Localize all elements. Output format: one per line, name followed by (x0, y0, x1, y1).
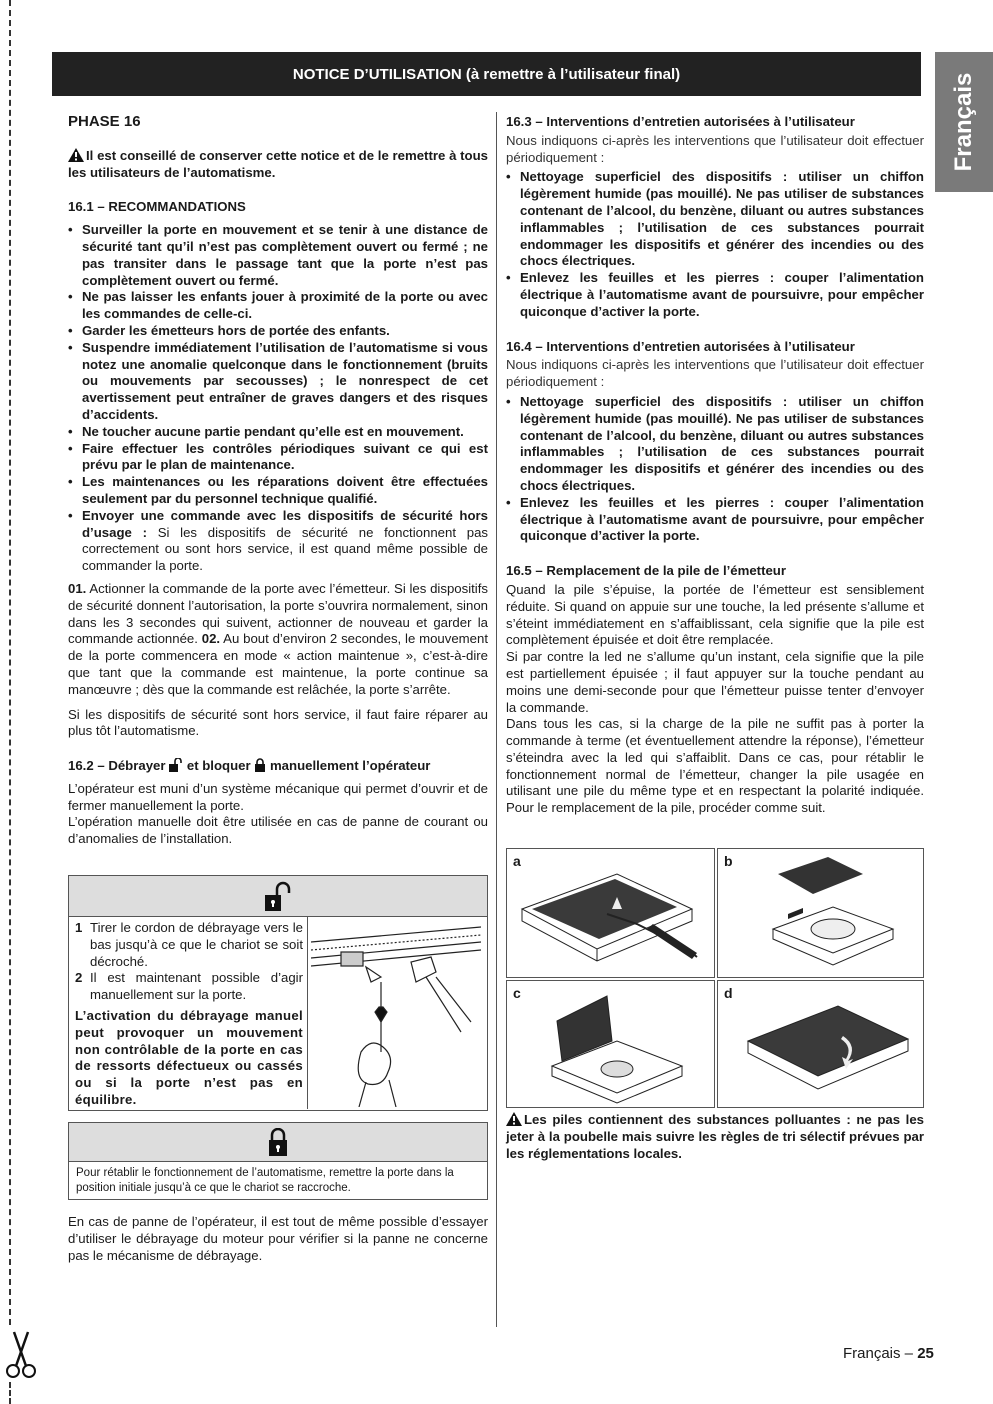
section-16-3-intro: Nous indiquons ci-après les interventions que l’utilisateur doit effectuer périodiquement : (506, 132, 924, 165)
lock-icon (268, 1128, 288, 1156)
cut-line (9, 0, 11, 1325)
release-box-header (69, 876, 487, 917)
step-text: Tirer le cordon de débrayage vers le bas jusqu’à ce que le chariot se soit décroché. (90, 920, 303, 969)
list-item: • Enlevez les feuilles et les pierres : couper l’alimentation électrique à l’automatisme avant de poursuivre, pour empêcher quiconque d’activer la porte. (506, 495, 924, 545)
list-item: • Garder les émetteurs hors de portée des enfants. (68, 323, 488, 340)
release-illustration (311, 922, 481, 1107)
battery-warning (506, 1112, 924, 1162)
maintenance-list-1 (506, 169, 924, 320)
page-header (52, 52, 921, 96)
battery-warning-text: Les piles contiennent des substances polluantes : ne pas les jeter à la poubelle mais suivre les règles de tri sélectif prévues par les réglementations locales. (506, 1112, 924, 1161)
final-paragraph: En cas de panne de l’opérateur, il est tout de même possible d’essayer d’utiliser le débrayage du moteur pour vérifier si la panne ne concerne pas le mécanisme de débrayage. (68, 1214, 488, 1263)
figure-label: a (513, 853, 521, 869)
lock-icon (254, 758, 266, 772)
recommendations-list (68, 222, 488, 575)
scissors-icon (2, 1330, 38, 1380)
title-part: 16.2 – Débrayer (68, 758, 166, 774)
title-part: manuellement l’opérateur (269, 758, 431, 774)
step-text: Il est maintenant possible d’agir manuellement sur la porte. (90, 970, 303, 1003)
list-item: • Suspendre immédiatement l’utilisation de l’automatisme si vous notez une anomalie quelconque dans le fonctionnement (bruits ou mouvements par secousses) ; le nonrespect de cet avertissement peut entraîner de graves dangers et des risques d’accidents. (68, 340, 488, 424)
figure-label: c (513, 985, 521, 1001)
warning-icon (506, 1112, 522, 1126)
cut-line-bottom (9, 1382, 11, 1404)
release-warning: L’activation du débrayage manuel peut provoquer un mouvement non contrôlable de la porte en cas de ressorts défectueux ou cassés ou si la porte n’est pas en équilibre. (75, 1007, 303, 1107)
section-16-5-p3: Dans tous les cas, si la charge de la pile ne suffit pas à porter la commande à terme (et éventuellement attendre la réponse), l’émetteur s’éteindra avec la led qui s’affaiblit. Dans ce cas, pour rétablir le fonctionnement normal de l’émetteur, changer la pile usagée en utilisant une pile du même type et en respectant la polarité indiquée. Pour le remplacement de la pile, procéder comme suit. (506, 716, 924, 816)
list-item: • Ne pas laisser les enfants jouer à proximité de la porte ou avec les commandes de celle-ci. (68, 289, 488, 323)
section-16-2-p2: L’opération manuelle doit être utilisée en cas de panne de courant ou d’anomalies de l’installation. (68, 814, 488, 847)
list-item: • Les maintenances ou les réparations doivent être effectuées seulement par du personnel technique qualifié. (68, 474, 488, 508)
warning-icon (68, 148, 84, 162)
step-1 (75, 920, 303, 970)
section-16-4-title: 16.4 – Interventions d’entretien autorisées à l’utilisateur (506, 338, 855, 354)
transmitter-open-illustration (507, 849, 712, 975)
section-16-1-title: 16.1 – RECOMMANDATIONS (68, 199, 246, 215)
page-number: 25 (917, 1345, 934, 1362)
step-2 (75, 970, 303, 1004)
step-number: 1 (75, 920, 83, 935)
paragraph-01 (68, 581, 488, 699)
section-16-2-title (68, 758, 488, 775)
list-item: • Nettoyage superficiel des dispositifs : utiliser un chiffon légèrement humide (pas mouillé). Ne pas utiliser de substances contenant de l’alcool, du benzène, diluant ou autres substances inflammables ; l’utilisation de ces substances pourrait endommager les dispositifs et générer des incendies ou des chocs électriques. (506, 169, 924, 270)
language-tab-label: Français (950, 72, 977, 172)
transmitter-closed-illustration (718, 981, 921, 1105)
figure-label: b (724, 853, 733, 869)
intro-warning (68, 148, 488, 182)
list-item: • Ne toucher aucune partie pendant qu’elle est en mouvement. (68, 424, 488, 441)
page-footer (843, 1345, 934, 1362)
release-illustration-frame (307, 916, 308, 1109)
step-text: Actionner la commande de la porte avec l’émetteur. Si les dispositifs de sécurité donnent l’autorisation, la porte s’ouvrira normalement, sinon dans les 3 secondes qui suivent, actionner de nouveau et garder la commande actionnée. (68, 580, 488, 647)
title-part: et bloquer (186, 758, 251, 774)
figure-d (717, 980, 924, 1108)
list-item: • Nettoyage superficiel des dispositifs : utiliser un chiffon légèrement humide (pas mouillé). Ne pas utiliser de substances contenant de l’alcool, du benzène, diluant ou autres substances inflammables ; l’utilisation de ces substances pourrait endommager les dispositifs et générer des incendies ou des chocs électriques. (506, 394, 924, 495)
unlock-icon (263, 881, 293, 911)
release-steps (75, 920, 303, 1109)
section-16-5-title: 16.5 – Remplacement de la pile de l’émetteur (506, 563, 786, 579)
section-16-3-title: 16.3 – Interventions d’entretien autorisées à l’utilisateur (506, 114, 855, 129)
section-16-4-intro: Nous indiquons ci-après les interventions que l’utilisateur doit effectuer périodiquement : (506, 357, 924, 390)
list-item: • Enlevez les feuilles et les pierres : couper l’alimentation électrique à l’automatisme avant de poursuivre, pour empêcher quiconque d’activer la porte. (506, 270, 924, 320)
maintenance-list-2 (506, 394, 924, 545)
unlock-icon (169, 758, 183, 772)
relock-box (68, 1122, 488, 1200)
column-divider (496, 112, 497, 1327)
section-16-5-p2: Si par contre la led ne s’allume qu’un instant, cela signifie que la pile est partiellement épuisée ; il faut appuyer sur la touche pendant au moins une demi-seconde pour que l’émetteur puisse tenter d’envoyer la commande. (506, 649, 924, 715)
list-item-bold: Envoyer une commande avec les dispositifs de sécurité hors d’usage : (82, 507, 488, 540)
left-column (68, 114, 488, 848)
step-text: Au bout d’environ 2 secondes, le mouvement de la porte commencera en mode « action maintenue », c’est-à-dire que tant que la commande est maintenue, la porte continue sa manœuvre ; dès que la commande est relâchée, la porte s’arrête. (68, 631, 488, 697)
list-item-normal: Si les dispositifs de sécurité ne fonctionnent pas correctement ou sont hors service, il est quand même possible de commander la porte. (82, 524, 488, 574)
figure-label: d (724, 985, 733, 1001)
footer-lang: Français – (843, 1345, 918, 1362)
battery-replace-illustration (507, 981, 712, 1105)
language-tab (935, 52, 993, 192)
intro-warning-text: Il est conseillé de conserver cette notice et de le remettre à tous les utilisateurs de l’automatisme. (68, 147, 488, 180)
step-number: 2 (75, 970, 83, 986)
list-item (68, 508, 488, 575)
list-item: • Faire effectuer les contrôles périodiques suivant ce qui est prévu par le plan de maintenance. (68, 441, 488, 475)
relock-text: Pour rétablir le fonctionnement de l’automatisme, remettre la porte dans la position initiale jusqu’à ce que le chariot se raccroche. (76, 1167, 454, 1194)
section-16-2-p1: L’opérateur est muni d’un système mécanique qui permet d’ouvrir et de fermer manuellement la porte. (68, 780, 488, 813)
header-title: NOTICE D’UTILISATION (à remettre à l’utilisateur final) (292, 65, 681, 83)
battery-cover-illustration (718, 849, 921, 975)
release-box (68, 875, 488, 1111)
relock-box-header (69, 1123, 487, 1162)
paragraph-hors-service: Si les dispositifs de sécurité sont hors service, il faut faire réparer au plus tôt l’automatisme. (68, 706, 488, 739)
step-num: 02. (201, 631, 221, 647)
figure-c (506, 980, 715, 1108)
phase-title: PHASE 16 (68, 113, 141, 130)
list-item: • Surveiller la porte en mouvement et se tenir à une distance de sécurité tant qu’il n’est pas complètement ouvert ou fermé ; ne pas transiter dans le passage tant que la porte n’est pas complètement ouvert ou fermé. (68, 222, 488, 289)
figure-b (717, 848, 924, 978)
figure-a (506, 848, 715, 978)
section-16-5-p1: Quand la pile s’épuise, la portée de l’émetteur est sensiblement réduite. Si quand on appuie sur une touche, la led présente s’allume et s’éteint immédiatement en s’affaiblissant, cela signifie que la pile est complètement épuisée et doit être remplacée. (506, 581, 924, 648)
step-num: 01. (68, 580, 87, 596)
right-column (506, 114, 924, 817)
